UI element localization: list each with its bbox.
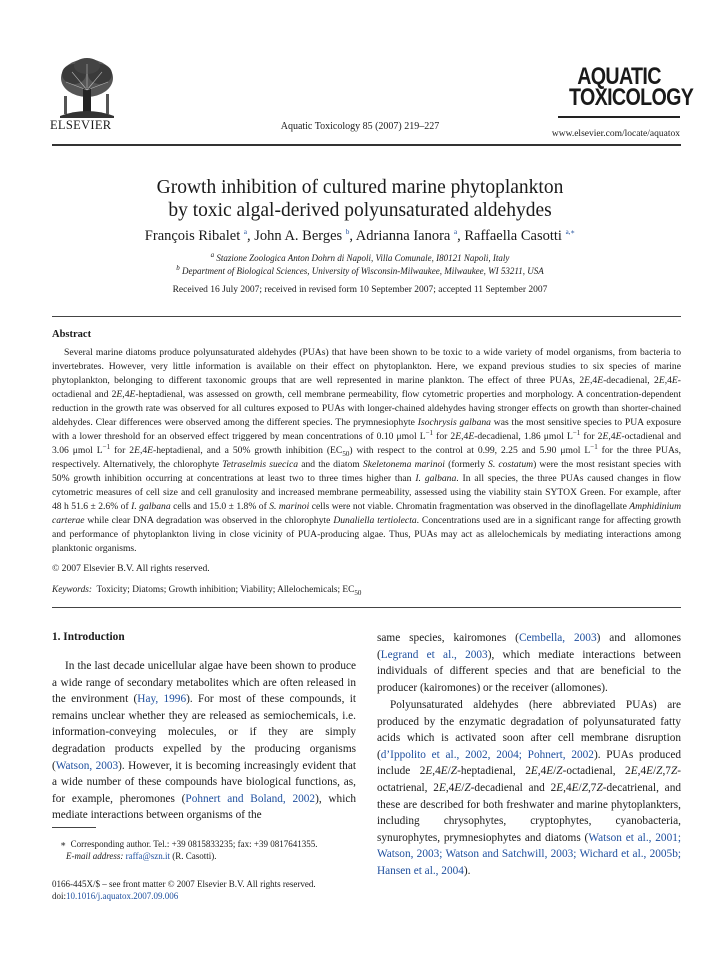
doi-label: doi: [52, 891, 67, 901]
affiliation-mark: a [210, 251, 215, 259]
keywords-label: Keywords: [52, 585, 92, 595]
intro-paragraph-left: In the last decade unicellular algae have been shown to produce a wide range of secondary metabolites which are often released in the environment (Hay, 1996). For most of these compounds, it remains unclear whether they are released as semiochemicals, i.e. information-conveying molecules, or if they are simply degradation products expelled by the producing organisms (Watson, 2003). However, it is becoming increasingly evident that a wide number of these compounds have biological functions, as, for example, pheromones (Pohnert and Boland, 2002), which mediate interactions between organisms of the [52, 660, 356, 822]
keywords-text: Toxicity; Diatoms; Growth inhibition; Viability; Allelochemicals; EC [96, 585, 355, 595]
abstract-heading: Abstract [52, 329, 92, 340]
journal-brand [568, 63, 694, 111]
citation-link[interactable]: Legrand et al., 2003 [380, 648, 488, 661]
abstract-bottom-rule [52, 607, 681, 608]
corresponding-text: Corresponding author. Tel.: +39 0815833235; fax: +39 0817641355. [70, 839, 318, 849]
keywords [52, 585, 361, 595]
section-heading: 1. Introduction [52, 631, 125, 643]
affiliation [0, 266, 720, 276]
author-name: John A. Berges [254, 228, 343, 244]
abstract-copyright: © 2007 Elsevier B.V. All rights reserved. [52, 563, 210, 574]
affiliation [0, 253, 720, 263]
email-suffix: (R. Casotti). [172, 851, 217, 861]
affiliation-mark-link[interactable]: a,∗ [565, 228, 576, 237]
citation-link[interactable]: Cembella, 2003 [518, 632, 597, 644]
email-label: E-mail address: [66, 851, 124, 861]
author-list: François Ribalet $^a$, John A. Berges $^b$, Adrianna Ianora $^a$, Raffaella Casotti $^{a,∗}$ [144, 228, 576, 244]
keywords-subscript: 50 [354, 588, 362, 597]
issn-line: 0166-445X/$ – see front matter © 2007 Elsevier B.V. All rights reserved. [52, 879, 316, 889]
footnote-mark: ∗ [60, 839, 67, 849]
title-line-1: Growth inhibition of cultured marine phytoplankton [156, 177, 564, 198]
email-footnote [66, 851, 217, 861]
affiliation-text: Department of Biological Sciences, University of Wisconsin-Milwaukee, Milwaukee, WI 53211, USA [182, 266, 544, 276]
citation-link[interactable]: d’Ippolito et al., 2002, 2004; Pohnert, 2002 [380, 748, 594, 761]
author-name: Adrianna Ianora [355, 228, 451, 244]
journal-reference: Aquatic Toxicology 85 (2007) 219–227 [280, 121, 440, 132]
citation-link[interactable]: Watson et al., 2001; Watson, 2003; Watson and Satchwill, 2003; Wichard et al., 2005b; Hansen et al., 2004 [377, 831, 682, 877]
abstract-body: Several marine diatoms produce polyunsaturated aldehydes (PUAs) that have been shown to be toxic to a wide variety of model organisms, from bacteria to invertebrates. However, very little information is available on their effect on phytoplankton. Here, we expand previous studies to six species of marine phytoplankton, belonging to different taxonomic groups that are well represented in marine plankton. The effect of three PUAs, 2E,4E-decadienal, 2E,4E-octadienal and 2E,4E-heptadienal, was assessed on growth, cell membrane permeability, flow cytometric properties and morphology. A concentration-dependent reduction in the growth rate was observed for all cultures exposed to PUAs with longer-chained aldehydes having stronger effects on growth than shorter-chained aldehydes. Clear differences were observed among the different species. The prymnesiophyte Isochrysis galbana was the most sensitive species to PUA exposure with a lower threshold for an observed effect triggered by mean concentrations of 0.10 μmol $L^{-1}$ for 2E,4E-decadienal, 1.86 μmol $L^{-1}$ for 2E,4E-octadienal and 3.06 μmol $L^{-1}$ for 2E,4E-heptadienal, and a 50% growth inhibition $(EC_{50})$ with respect to the control at 0.99, 2.25 and 5.90 μmol $L^{-1}$ for the three PUAs, respectively. Alternatively, the chlorophyte Tetraselmis suecica and the diatom Skeletonema marinoi (formerly S. costatum) were the most resistant species with 50% growth inhibition occurring at concentrations at least two to three times higher than I. galbana. In all species, the three PUAs caused changes in flow cytometric measures of cell size and cell granulosity and increased membrane permeability, assessed using the viability stain SYTOX Green. For example, after 48 h 51.6 ± 2.6% of I. galbana cells and 15.0 ± 1.8% of S. marinoi cells were not viable. Chromatin fragmentation was observed in the dinoflagellate Amphidinium carterae while clear DNA degradation was observed in the chlorophyte Dunaliella tertiolecta. Concentrations used are in a significant range for affecting growth and performance of phytoplankton living in close vicinity of PUA-producing algae. Thus, PUAs may act as allelochemicals by mediating interactions among planktonic organisms. [52, 347, 682, 554]
author-name: Raffaella Casotti [464, 228, 562, 244]
doi-link[interactable]: 10.1016/j.aquatox.2007.09.006 [66, 891, 179, 901]
corresponding-footnote [60, 839, 317, 850]
affiliation-mark-link[interactable]: a [454, 228, 458, 237]
citation-link[interactable]: Watson, 2003 [55, 759, 119, 772]
affiliation-text: Stazione Zoologica Anton Dohrn di Napoli, Villa Comunale, I80121 Napoli, Italy [216, 253, 510, 263]
title-line-2: by toxic algal-derived polyunsaturated aldehydes [168, 200, 552, 221]
article-title [0, 176, 720, 222]
brand-line-2: TOXICOLOGY [568, 84, 694, 111]
citation-link[interactable]: Hay, 1996 [137, 693, 187, 706]
journal-url-link[interactable]: www.elsevier.com/locate/aquatox [551, 129, 680, 139]
email-link[interactable]: raffa@szn.it [125, 851, 171, 861]
brand-line-1: AQUATIC [577, 63, 661, 90]
doi-line [52, 891, 178, 901]
intro-paragraph-right-1: same species, kairomones (Cembella, 2003) and allomones (Legrand et al., 2003), which mediate interactions between individuals of different species and that are beneficial to the producer (kairomones) or the receiver (allomones). [377, 632, 681, 694]
affiliation-mark-link[interactable]: a [243, 228, 247, 237]
received-dates: Received 16 July 2007; received in revised form 10 September 2007; accepted 11 September 2007 [172, 285, 548, 295]
brand-rule [558, 116, 680, 118]
header-divider [52, 144, 681, 146]
publisher-name: ELSEVIER [50, 118, 112, 132]
citation-link[interactable]: Pohnert and Boland, 2002 [185, 792, 316, 805]
intro-paragraph-right-2: Polyunsaturated aldehydes (here abbreviated PUAs) are produced by the enzymatic degradation of polyunsaturated fatty acids which is activated soon after cell membrane disruption (d’Ippolito et al., 2002, 2004; Pohnert, 2002). PUAs produced include 2E,4E/Z-heptadienal, 2E,4E/Z-octadienal, 2E,4E/Z,7Z-octatrienal, 2E,4E/Z-decadienal and 2E,4E/Z,7Z-decatrienal, and these are described for both freshwater and marine phytoplankters, including chrysophytes, cryptophytes, cyanobacteria, synurophytes, prymnesiophytes and diatoms (Watson et al., 2001; Watson, 2003; Watson and Satchwill, 2003; Wichard et al., 2005b; Hansen et al., 2004). [377, 699, 682, 877]
affiliation-mark: b [176, 264, 180, 272]
abstract-top-rule [52, 316, 681, 317]
affiliation-mark-link[interactable]: b [345, 228, 350, 237]
footnote-rule [52, 827, 96, 828]
author-name: François Ribalet [144, 228, 241, 244]
